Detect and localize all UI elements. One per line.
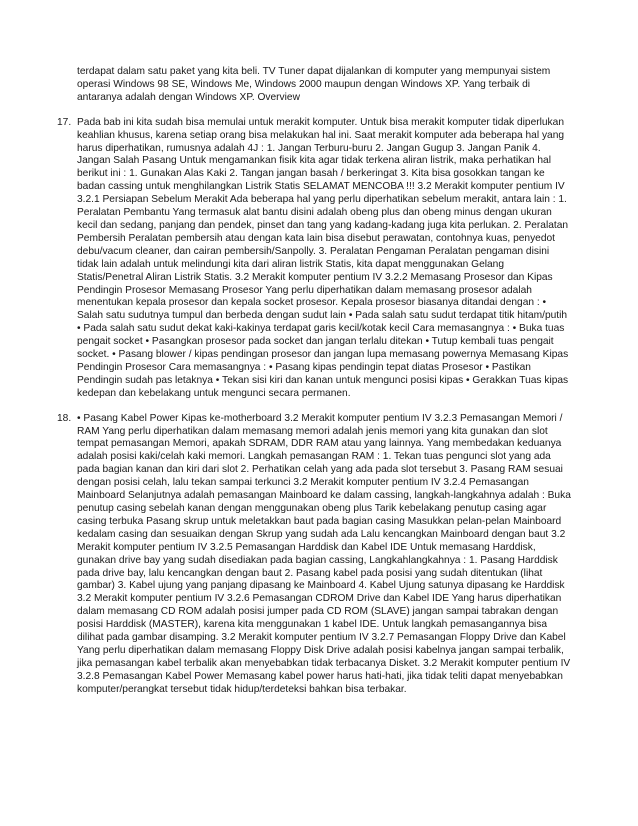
list-item-text: • Pasang Kabel Power Kipas ke-motherboard 3.2 Merakit komputer pentium IV 3.2.3 Pemasangan Memori / RAM Yang perlu diperhatikan dalam memasang memori adalah jenis memori yang kita gunakan dan slot tempat pemasangan Memori, apakah SDRAM, DDR RAM atau yang lainnya. Yang membedakan keduanya adalah posisi kaki/celah kaki memori. Langkah pemasangan RAM : 1. Tekan tuas pengunci slot yang ada pada bagian kanan dan kiri dari slot 2. Perhatikan celah yang ada pada slot tersebut 3. Pasang RAM sesuai dengan posisi celah, lalu tekan sampai terkunci 3.2 Merakit komputer pentium IV 3.2.4 Pemasangan Mainboard Selanjutnya adalah pemasangan Mainboard ke dalam cassing, langkah-langkahnya adalah : Buka penutup casing sebelah kanan dengan menggunakan obeng plus Tarik kebelakang penutup casing agar casing terbuka Pasang skrup untuk meletakkan baut pada bagian casing Masukkan pelan-pelan Mainboard kedalam casing dan sesuaikan dengan Skrup yang sudah ada Lalu kencangkan Mainboard dengan baut 3.2 Merakit komputer pentium IV 3.2.5 Pemasangan Harddisk dan Kabel IDE Untuk memasang Harddisk, gunakan drive bay yang sudah disediakan pada bagian cassing, Langkahlangkahnya : 1. Pasang Harddisk pada drive bay, lalu kencangkan dengan baut 2. Pasang kabel pada posisi yang sudah ditentukan (lihat gambar) 3. Kabel ujung yang panjang dipasang ke Mainboard 4. Kabel Ujung satunya dipasang ke Harddisk 3.2 Merakit komputer pentium IV 3.2.6 Pemasangan CDROM Drive dan Kabel IDE Yang harus diperhatikan dalam memasang CD ROM adalah posisi jumper pada CD ROM (SLAVE) jangan sampai tabrakan dengan posisi Harddisk (MASTER), karena kita menggunakan 1 kabel IDE. Untuk langkah pemasangannya bisa dilihat pada gambar disamping. 3.2 Merakit komputer pentium IV 3.2.7 Pemasangan Floppy Drive dan Kabel Yang perlu diperhatikan dalam memasang Floppy Disk Drive adalah posisi kabelnya jangan sampai terbalik, jika pemasangan kabel terbalik akan menyebabkan tidak terbacanya Disket. 3.2 Merakit komputer pentium IV 3.2.8 Pemasangan Kabel Power Memasang kabel power harus hati-hati, jika tidak teliti dapat menyebabkan komputer/perangkat tersebut tidak hidup/terdeteksi bahkan bisa terbakar. bbox=[77, 412, 571, 695]
list-item-number: 18. bbox=[57, 412, 72, 424]
list-item-text: Pada bab ini kita sudah bisa memulai untuk merakit komputer. Untuk bisa merakit komputer tidak diperlukan keahlian khusus, karena setiap orang bisa melakukan hal ini. Saat merakit komputer ada beberapa hal yang harus diperhatikan, rumusnya adalah 4J : 1. Jangan Terburu-buru 2. Jangan Gugup 3. Jangan Panik 4. Jangan Salah Pasang Untuk mengamankan fisik kita agar tidak terkena aliran listrik, maka perhatikan hal berikut ini : 1. Gunakan Alas Kaki 2. Tangan jangan basah / berkeringat 3. Kita bisa gosokkan tangan ke badan cassing untuk menghilangkan Listrik Statis SELAMAT MENCOBA !!! 3.2 Merakit komputer pentium IV 3.2.1 Persiapan Sebelum Merakit Ada beberapa hal yang perlu diperhatikan sebelum merakit, antara lain : 1. Peralatan Pembantu Yang termasuk alat bantu disini adalah obeng plus dan obeng minus dengan ukuran kecil dan sedang, panjang dan pendek, pinset dan tang yang kadang-kadang juga kita perlukan. 2. Peralatan Pembersih Peralatan pembersih atau dengan kata lain bisa disebut perawatan, contohnya kuas, penyedot debu/vacum cleaner, dan cairan pembersih/Sanpolly. 3. Peralatan Pengaman Peralatan pengaman disini tidak lain adalah untuk melindungi kita dari aliran listrik Statis, kita dapat menggunakan Gelang Statis/Penetral Aliran Listrik Statis. 3.2 Merakit komputer pentium IV 3.2.2 Memasang Prosesor dan Kipas Pendingin Prosesor Memasang Prosesor Yang perlu diperhatikan dalam memasang prosesor adalah menentukan kepala prosesor dan kepala socket prosesor. Kepala prosesor biasanya ditandai dengan : • Salah satu sudutnya tumpul dan berbeda dengan sudut lain • Pada salah satu sudut terdapat titik hitam/putih • Pada salah satu sudut dekat kaki-kakinya terdapat garis kecil/kotak kecil Cara memasangnya : • Buka tuas pengait socket • Pasangkan prosesor pada socket dan jangan terlalu ditekan • Tutup kembali tuas pengait socket. • Pasang blower / kipas pendingan prosesor dan jangan lupa memasang powernya Memasang Kipas Pendingin Prosesor Cara memasangnya : • Pasang kipas pendingin tepat diatas Prosesor • Pastikan Pendingin sudah pas letaknya • Tekan sisi kiri dan kanan untuk mengunci posisi kipas • Gerakkan Tuas kipas kedepan dan kebelakang untuk mengunci secara permanen. bbox=[77, 116, 569, 399]
list-item-number: 17. bbox=[57, 116, 72, 128]
list-item-17 bbox=[57, 117, 572, 401]
continuation-paragraph: terdapat dalam satu paket yang kita beli. TV Tuner dapat dijalankan di komputer yang mempunyai sistem operasi Windows 98 SE, Windows Me, Windows 2000 maupun dengan Windows XP. Yang terbaik di antaranya adalah dengan Windows XP. Overview bbox=[77, 66, 551, 103]
document-page bbox=[57, 66, 572, 709]
list-item-18 bbox=[57, 413, 572, 697]
